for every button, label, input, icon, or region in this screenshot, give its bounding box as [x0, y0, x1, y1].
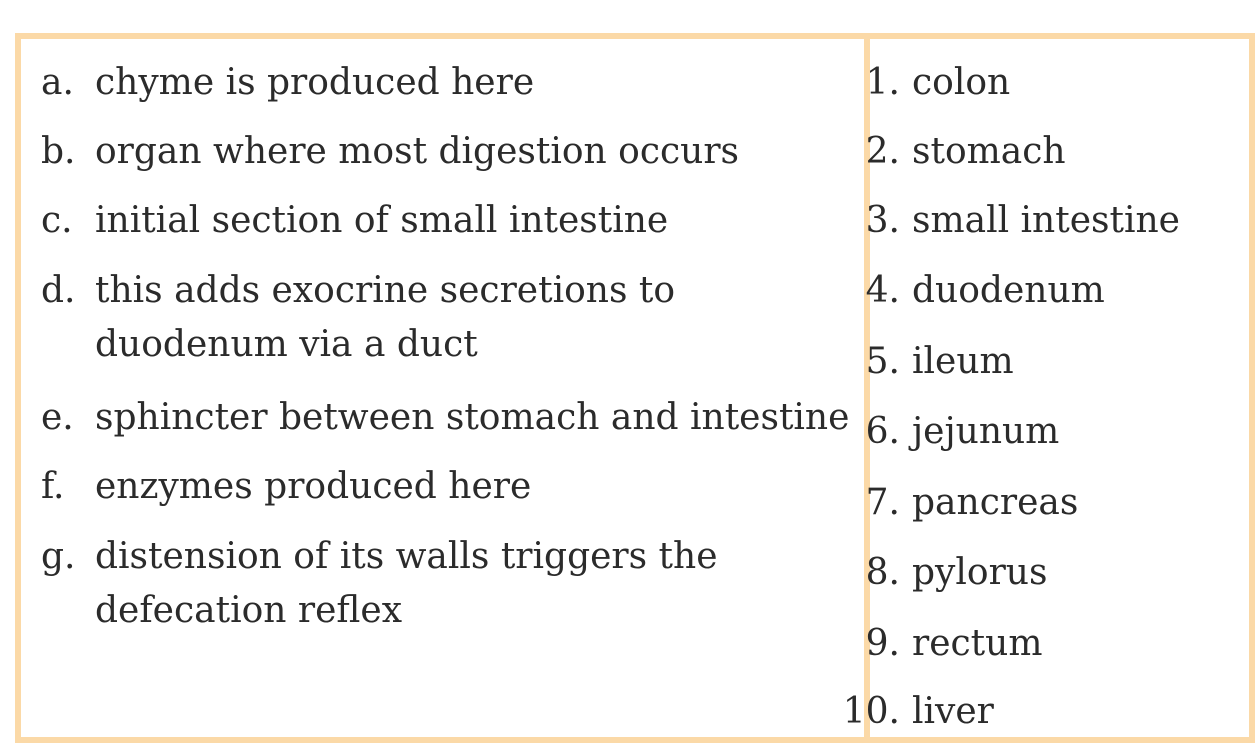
term-text: duodenum [912, 270, 1105, 311]
term-number: 9. [865, 623, 900, 664]
term-text: stomach [912, 131, 1066, 172]
term-item [830, 685, 994, 739]
term-number: 7. [865, 482, 900, 523]
term-text: jejunum [912, 411, 1060, 452]
term-item [830, 56, 1010, 110]
terms-column [842, 39, 1249, 737]
matching-table [15, 33, 1255, 743]
term-number: 2. [865, 131, 900, 172]
term-number: 6. [865, 411, 900, 452]
description-text: organ where most digestion occurs [95, 131, 740, 172]
description-text: enzymes produced here [95, 466, 532, 507]
description-letter: c. [41, 200, 73, 241]
term-item [830, 335, 1014, 389]
description-text: initial section of small intestine [95, 200, 669, 241]
description-letter: d. [41, 270, 76, 311]
term-item [830, 546, 1047, 600]
description-letter: e. [41, 397, 74, 438]
description-text: sphincter between stomach and intestine [95, 397, 850, 438]
description-text: this adds exocrine secretions to duodenum via a duct [95, 270, 676, 365]
descriptions-column [21, 39, 870, 737]
term-text: pancreas [912, 482, 1079, 523]
term-item [830, 476, 1078, 530]
term-number: 10. [842, 691, 900, 732]
term-text: liver [912, 691, 994, 732]
term-number: 1. [865, 62, 900, 103]
term-item [830, 194, 1180, 248]
term-item [830, 405, 1059, 459]
term-number: 5. [865, 341, 900, 382]
description-letter: a. [41, 62, 74, 103]
term-item [830, 617, 1042, 671]
term-text: rectum [912, 623, 1043, 664]
term-number: 4. [865, 270, 900, 311]
description-text: chyme is produced here [95, 62, 535, 103]
term-text: ileum [912, 341, 1014, 382]
description-text: distension of its walls triggers the defecation reflex [95, 536, 718, 631]
description-letter: f. [41, 466, 65, 507]
term-item [830, 125, 1066, 179]
term-text: pylorus [912, 552, 1048, 593]
description-letter: g. [41, 536, 76, 577]
term-item [830, 264, 1105, 318]
term-text: small intestine [912, 200, 1180, 241]
description-letter: b. [41, 131, 76, 172]
term-number: 3. [865, 200, 900, 241]
term-text: colon [912, 62, 1011, 103]
term-number: 8. [865, 552, 900, 593]
